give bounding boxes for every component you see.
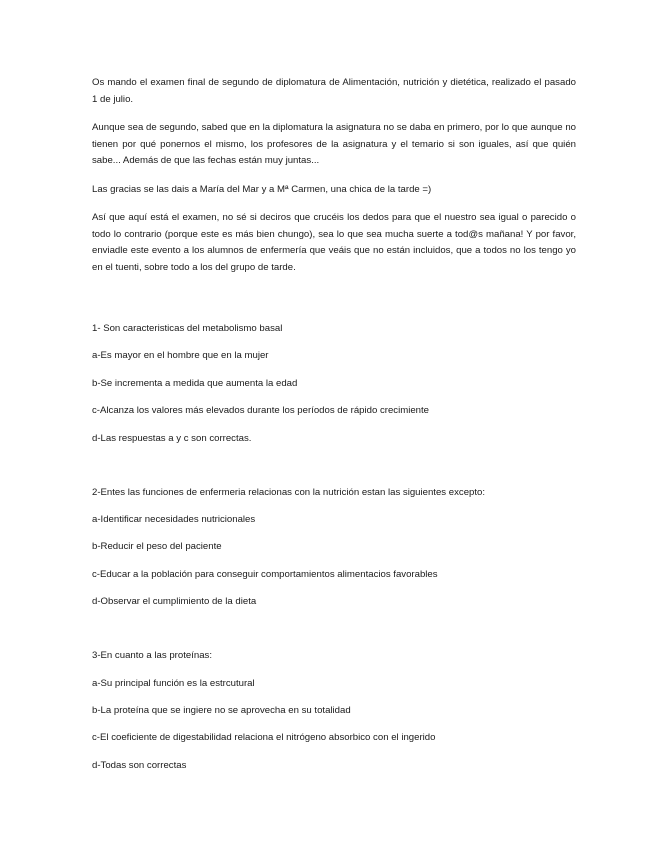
question-2-option-c: c-Educar a la población para conseguir comportamientos alimentacios favorables <box>92 568 438 580</box>
intro-paragraph-3: Las gracias se las dais a María del Mar y a Mª Carmen, una chica de la tarde =) <box>92 183 432 195</box>
question-1-option-a: a-Es mayor en el hombre que en la mujer <box>92 350 269 362</box>
question-1-option-d: d-Las respuestas a y c son correctas. <box>92 432 252 444</box>
question-2 <box>92 486 576 610</box>
question-3-option-b: b-La proteína que se ingiere no se aprovecha en su totalidad <box>92 704 351 716</box>
intro-paragraph-2: Aunque sea de segundo, sabed que en la diplomatura la asignatura no se daba en primero, por lo que aunque no tienen por qué ponernos el mismo, los profesores de la asignatura y el temario si son iguales, así que quién sabe... Además de que las fechas están muy juntas... <box>92 122 576 166</box>
question-1-option-c: c-Alcanza los valores más elevados durante los períodos de rápido crecimiente <box>92 405 430 417</box>
intro-section <box>92 75 576 276</box>
question-2-text: 2-Entes las funciones de enfermeria relacionas con la nutrición estan las siguientes excepto: <box>92 486 486 498</box>
question-1-text: 1- Son caracteristicas del metabolismo basal <box>92 323 283 334</box>
question-3-text: 3-En cuanto a las proteínas: <box>92 650 212 662</box>
question-2-option-a: a-Identificar necesidades nutricionales <box>92 513 256 525</box>
question-2-option-d: d-Observar el cumplimiento de la dieta <box>92 596 257 608</box>
question-3-option-c: c-El coeficiente de digestabilidad relaciona el nitrógeno absorbico con el ingerido <box>92 732 436 744</box>
question-3 <box>92 649 576 773</box>
question-2-option-b: b-Reducir el peso del paciente <box>92 541 222 553</box>
question-3-option-d: d-Todas son correctas <box>92 759 187 771</box>
question-3-option-a: a-Su principal función es la estrcutural <box>92 677 255 689</box>
intro-paragraph-1: Os mando el examen final de segundo de diplomatura de Alimentación, nutrición y dietética, realizado el pasado 1 de julio. <box>92 77 576 105</box>
intro-paragraph-4: Así que aquí está el examen, no sé si deciros que crucéis los dedos para que el nuestro sea igual o parecido o todo lo contrario (porque este es más bien chungo), sea lo que sea mucha suerte a tod@s mañana! Y por favor, enviadle este evento a los alumnos de enfermería que veáis que no están incluidos, que a todos no los tengo yo en el tuenti, sobre todo a los del grupo de tarde. <box>92 212 576 273</box>
question-1-option-b: b-Se incrementa a medida que aumenta la edad <box>92 377 298 389</box>
question-1 <box>92 322 576 446</box>
